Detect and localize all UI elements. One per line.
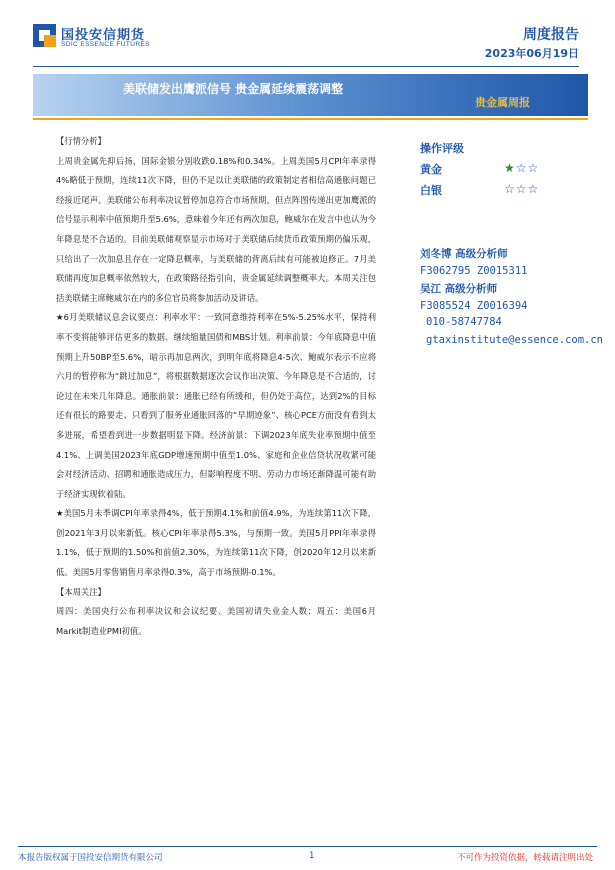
paragraph-week-ahead: 周四：美国央行公布利率决议和会议纪要、美国初请失业金人数；周五：美国6月Markit制造业PMI初值。	[56, 606, 376, 636]
analyst-name: 刘冬博 高级分析师	[420, 248, 508, 260]
page-number: 1	[309, 851, 315, 861]
paragraph-market-review: 上周贵金属先抑后扬，国际金银分别收跌0.18%和0.34%。上周美国5月CPI年率录得4%略低于预期，连续11次下降，但仍不足以让美联储的政策制定者相信高通胀问题已经接近尾声。美联储公布利率决议暂停加息符合市场预期，但点阵图传递出更加鹰派的信号显示利率中值预期升至5.6%，意味着今年还有两次加息，鲍威尔在发言中也认为今年降息是不合适的。目前美联储观察显示市场对于美联储后续货币政策预期仍偏乐观，只给出了一次加息且存在一定降息概率，与美联储的背离后续有可能被迫修正。7月美联储再度加息概率依然较大，在政策路径指引向，贵金属延续调整概率大。本周关注包括美联储主席鲍威尔在内的多位官员将参加活动及讲话。	[56, 155, 376, 303]
company-name-cn: 国投安信期货	[61, 28, 146, 43]
contact-phone: 010-58747784	[426, 316, 502, 328]
rating-row-silver	[420, 182, 615, 198]
section-heading-watch: 【本周关注】	[56, 586, 106, 597]
rating-row-gold	[420, 161, 615, 177]
footer-divider	[18, 846, 597, 847]
report-body	[56, 132, 376, 641]
paragraph-fomc-points: ★6月美联储议息会议要点：利率水平：一致同意维持利率在5%-5.25%水平，保持利率不变将能够评估更多的数据、继续缩量国债和MBS计划。利率前景：今年底降息中值预期上升50BP至5.6%，暗示再加息两次，到明年底将降息4-5次、鲍威尔表示不应将六月的暂停称为“跳过加息”，将根据数据逐次会议作出决策、今年降息是不合适的，讨论过在未来几年降息。通胀前景：通胀已经有所缓和，但仍处于高位，达到2%的目标还有很长的路要走、只看到了服务业通胀回落的“早期迹象”、核心PCE方面没有看到太多进展，希望看到进一步数据明显下降。经济前景：下调2023年底失业率预期中值至4.1%、上调美国2023年底GDP增速预期中值至1.0%、家庭和企业信贷状况收紧可能会对经济活动、招聘和通胀造成压力，但影响程度不明、劳动力市场还渐降温可能有助于经济实现软着陆。	[56, 312, 376, 499]
report-date: 2023年06月19日	[484, 47, 579, 60]
contact-email[interactable]: gtaxinstitute@essence.com.cn	[426, 334, 604, 346]
header-divider	[33, 66, 579, 67]
section-heading-analysis: 【行情分析】	[56, 136, 106, 146]
paragraph-inflation-data: ★美国5月未季调CPI年率录得4%，低于预期4.1%和前值4.9%，为连续第11次下降，创2021年3月以来新低。核心CPI年率录得5.3%，与预期一致。美国5月PPI年率录得1.1%，低于预期的1.50%和前值2.30%，为连续第11次下降，创2020年12月以来新低。美国5月零售销售月率录得0.3%，高于市场预期-0.1%。	[56, 508, 376, 578]
rating-stars-icon: ★☆☆	[504, 161, 540, 175]
rating-name: 黄金	[420, 163, 442, 176]
company-logo	[33, 24, 56, 47]
rating-title: 操作评级	[420, 142, 464, 155]
analyst-cert: F3085524 Z0016394	[420, 300, 528, 312]
report-title: 美联储发出鹰派信号 贵金属延续震荡调整	[123, 82, 344, 96]
company-name-en: SDIC ESSENCE FUTURES	[61, 41, 150, 48]
footer-disclaimer: 不可作为投资依据，转载请注明出处	[456, 853, 593, 863]
title-banner	[33, 74, 588, 116]
analyst-cert: F3062795 Z0015311	[420, 265, 528, 277]
banner-divider	[33, 118, 588, 120]
rating-stars-icon: ☆☆☆	[504, 182, 540, 196]
report-type: 周度报告	[523, 27, 579, 43]
rating-name: 白银	[420, 184, 442, 197]
report-category: 贵金属周报	[475, 96, 530, 109]
sidebar	[420, 140, 615, 346]
footer-copyright: 本报告版权属于国投安信期货有限公司	[18, 853, 163, 863]
analyst-name: 吴江 高级分析师	[420, 283, 498, 295]
